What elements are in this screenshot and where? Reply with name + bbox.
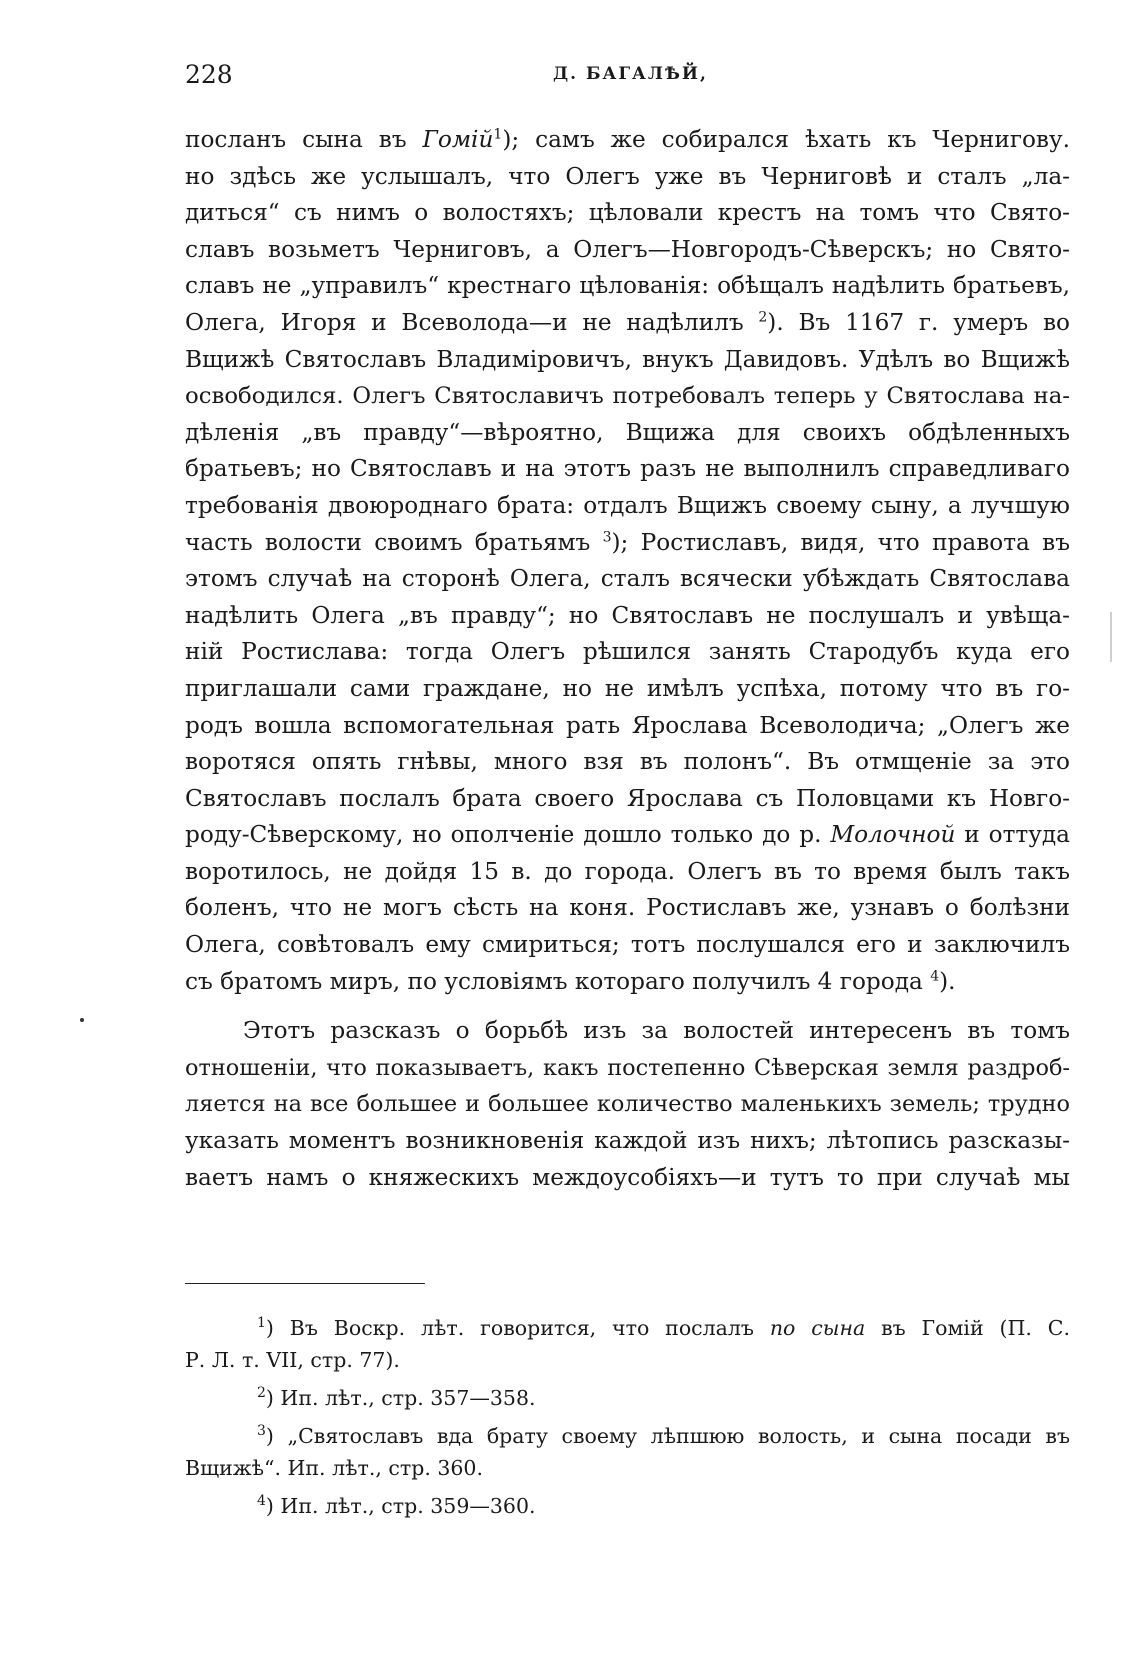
text-line: съ братомъ миръ, по условіямъ котораго получилъ 4 города $^4$). <box>185 967 956 995</box>
text-line: но здѣсь же услышалъ, что Олегъ уже въ Черниговѣ и сталъ „ла- <box>185 162 1070 190</box>
text-line: дѣленія „въ правду“—вѣроятно, Вщижа для своихъ обдѣленныхъ <box>185 418 1070 446</box>
text-line: указать моментъ возникновенія каждой изъ нихъ; лѣтопись разсказы- <box>185 1127 1070 1155</box>
text-line: диться“ съ нимъ о волостяхъ; цѣловали крестъ на томъ что Свято- <box>185 199 1070 227</box>
text-line: этомъ случаѣ на сторонѣ Олега, сталъ всячески убѣждать Святослава <box>185 565 1070 593</box>
page-header <box>185 60 1070 100</box>
text-line: Олега, Игоря и Всеволода—и не надѣлилъ $^2$). Въ 1167 г. умеръ во <box>185 308 1070 336</box>
footnotes <box>185 1312 1070 1522</box>
text-line: роду-Сѣверскому, но ополченіе дошло только до р. Молочной и оттуда <box>185 821 1070 849</box>
text-line: ваетъ намъ о княжескихъ междоусобіяхъ—и тутъ то при случаѣ мы <box>185 1163 1070 1191</box>
text-line: отношеніи, что показываетъ, какъ постепенно Сѣверская земля раздроб- <box>185 1054 1070 1081</box>
text-line: требованія двоюроднаго брата: отдалъ Вщижъ своему сыну, а лучшую <box>185 491 1070 519</box>
text-line: приглашали сами граждане, но не имѣлъ успѣха, потому что въ го- <box>185 674 1070 702</box>
text-line: часть волости своимъ братьямъ $^3$); Ростиславъ, видя, что правота въ <box>185 528 1070 556</box>
text-line: Святославъ послалъ брата своего Ярослава съ Половцами къ Новго- <box>185 784 1070 812</box>
footnote-1-continued: Р. Л. т. VII, стр. 77). <box>185 1348 400 1372</box>
scan-dot-mark <box>80 1018 84 1022</box>
text-line: братьевъ; но Святославъ и на этотъ разъ не выполнилъ справедливаго <box>185 455 1070 483</box>
page-number: 228 <box>185 60 233 89</box>
scan-edge-mark <box>1110 612 1112 662</box>
text-line: воротяся опять гнѣвы, много взя въ полонъ“. Въ отмщеніе за это <box>185 748 1070 776</box>
text-line: воротилось, не дойдя 15 в. до города. Олегъ въ то время былъ такъ <box>185 857 1070 885</box>
footnote-3: $^3$) „Святославъ вда брату своему лѣпшюю волость, и сына посади въ <box>257 1423 1070 1448</box>
body-text <box>185 122 1070 1196</box>
text-line: ній Ростислава: тогда Олегъ рѣшился занять Стародубъ куда его <box>185 638 1070 666</box>
footnote-1: $^1$) Въ Воскр. лѣт. говорится, что послалъ по сына въ Гомій (П. С. <box>257 1315 1071 1340</box>
text-line: посланъ сына въ Гомій$^1$); самъ же собирался ѣхать къ Чернигову. <box>185 126 1070 153</box>
text-line: Этотъ разсказъ о борьбѣ изъ за волостей интересенъ въ томъ <box>243 1017 1070 1045</box>
text-line: ляется на все большее и большее количество маленькихъ земель; трудно <box>185 1091 1070 1118</box>
running-head: Д. БАГАЛѢЙ, <box>553 64 708 84</box>
text-line: родъ вошла вспомогательная рать Ярослава Всеволодича; „Олегъ же <box>185 711 1070 739</box>
footnote-divider <box>185 1283 425 1284</box>
text-line: славъ не „управилъ“ крестнаго цѣлованія: обѣщалъ надѣлить братьевъ, <box>185 272 1070 300</box>
footnote-2: $^2$) Ип. лѣт., стр. 357—358. <box>257 1385 536 1410</box>
text-line: славъ возьметъ Черниговъ, а Олегъ—Новгородъ-Сѣверскъ; но Свято- <box>185 235 1070 263</box>
text-line: Олега, совѣтовалъ ему смириться; тотъ послушался его и заключилъ <box>185 931 1070 959</box>
footnote-4: $^4$) Ип. лѣт., стр. 359—360. <box>257 1493 536 1518</box>
footnote-3-continued: Вщижѣ“. Ип. лѣт., стр. 360. <box>185 1456 483 1480</box>
text-line: освободился. Олегъ Святославичъ потребовалъ теперь у Святослава на- <box>185 383 1070 410</box>
text-line: надѣлить Олега „въ правду“; но Святославъ не послушалъ и увѣща- <box>185 601 1070 629</box>
text-line: Вщижѣ Святославъ Владиміровичъ, внукъ Давидовъ. Удѣлъ во Вщижѣ <box>185 345 1070 373</box>
text-line: боленъ, что не могъ сѣсть на коня. Ростиславъ же, узнавъ о болѣзни <box>185 894 1070 922</box>
